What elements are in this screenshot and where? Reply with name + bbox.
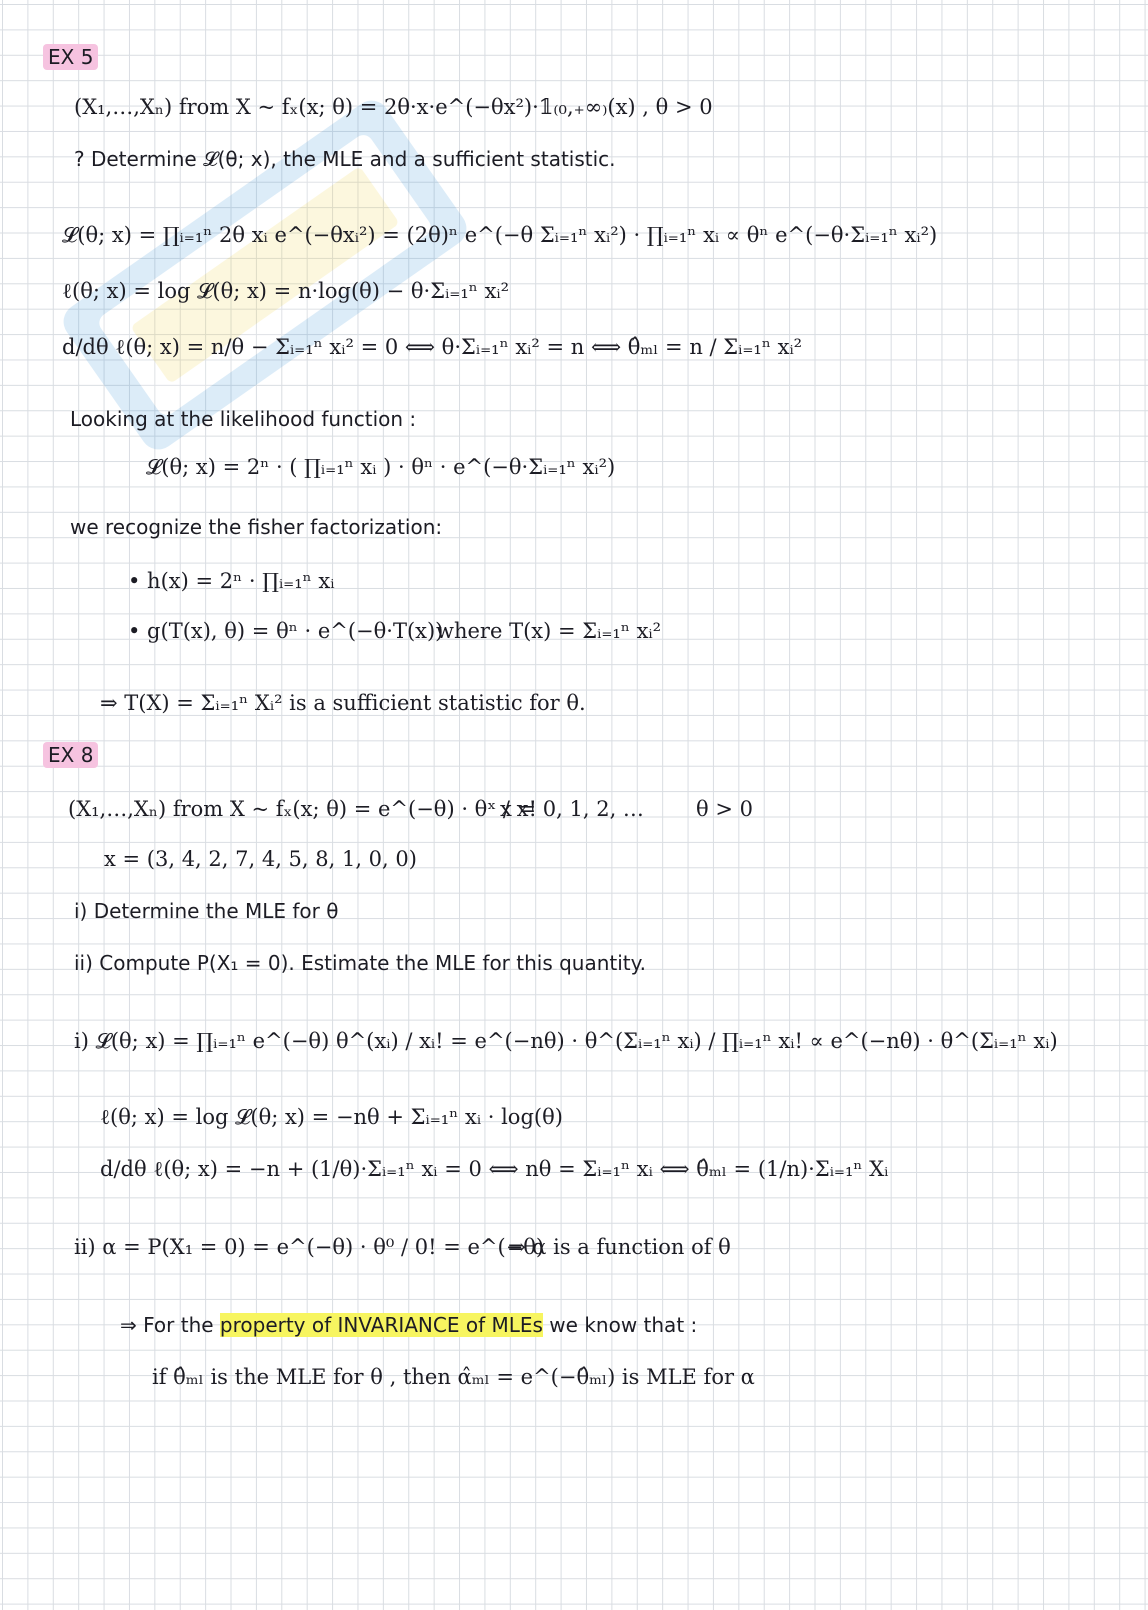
ex5-likelihood: 𝓛(θ; x) = ∏ᵢ₌₁ⁿ 2θ xᵢ e^(−θxᵢ²) = (2θ)ⁿ e^(−θ Σᵢ₌₁ⁿ xᵢ²) · ∏ᵢ₌₁ⁿ xᵢ ∝ θⁿ e^(−θ·Σᵢ₌₁ⁿ xᵢ²) xyxy=(62,223,938,247)
ex8-support: x = 0, 1, 2, … xyxy=(500,797,644,821)
ex5-tag: EX 5 xyxy=(43,44,98,70)
ex5-looking: Looking at the likelihood function : xyxy=(70,407,417,431)
ex8-loglik: ℓ(θ; x) = log 𝓛(θ; x) = −nθ + Σᵢ₌₁ⁿ xᵢ · log(θ) xyxy=(100,1105,563,1129)
ex8-tag: EX 8 xyxy=(43,742,98,768)
ex8-param: θ > 0 xyxy=(696,797,753,821)
ex8-final: if θ̂ₘₗ is the MLE for θ , then α̂ₘₗ = e^(−θ̂ₘₗ) is MLE for α xyxy=(152,1365,755,1389)
ex8-q1: i) Determine the MLE for θ xyxy=(74,899,339,923)
ex5-where: where T(x) = Σᵢ₌₁ⁿ xᵢ² xyxy=(436,619,662,643)
ex5-loglik: ℓ(θ; x) = log 𝓛(θ; x) = n·log(θ) − θ·Σᵢ₌₁ⁿ xᵢ² xyxy=(62,279,510,303)
ex8-a1: i) 𝓛(θ; x) = ∏ᵢ₌₁ⁿ e^(−θ) θ^(xᵢ) / xᵢ! = e^(−nθ) · θ^(Σᵢ₌₁ⁿ xᵢ) / ∏ᵢ₌₁ⁿ xᵢ! ∝ e^(−nθ) · θ^(Σᵢ₌₁ⁿ xᵢ) xyxy=(74,1029,1058,1053)
ex8-property xyxy=(120,1314,697,1336)
ex5-likelihood2: 𝓛(θ; x) = 2ⁿ · ( ∏ᵢ₌₁ⁿ xᵢ ) · θⁿ · e^(−θ·Σᵢ₌₁ⁿ xᵢ²) xyxy=(146,455,616,479)
ex8-score: d/dθ ℓ(θ; x) = −n + (1/θ)·Σᵢ₌₁ⁿ xᵢ = 0 ⟺ nθ = Σᵢ₌₁ⁿ xᵢ ⟺ θ̂ₘₗ = (1/n)·Σᵢ₌₁ⁿ Xᵢ xyxy=(100,1157,889,1181)
ex5-conclusion: ⇒ T(X) = Σᵢ₌₁ⁿ Xᵢ² is a sufficient statistic for θ. xyxy=(100,691,586,715)
ex8-q2: ii) Compute P(X₁ = 0). Estimate the MLE for this quantity. xyxy=(74,951,646,975)
ex5-recognize: we recognize the fisher factorization: xyxy=(70,515,443,539)
ex5-h: • h(x) = 2ⁿ · ∏ᵢ₌₁ⁿ xᵢ xyxy=(128,569,335,593)
ex8-a2b: ⇒ α is a function of θ xyxy=(508,1235,731,1259)
ex5-g: • g(T(x), θ) = θⁿ · e^(−θ·T(x)) xyxy=(128,619,444,643)
ex5-model: (X₁,…,Xₙ) from X ~ fₓ(x; θ) = 2θ·x·e^(−θx²)·𝟙₍₀,₊∞₎(x) , θ > 0 xyxy=(74,95,713,119)
ex5-question: ? Determine 𝓛(θ; x), the MLE and a sufficient statistic. xyxy=(74,147,616,171)
ex8-prop-highlight: property of INVARIANCE of MLEs xyxy=(219,1313,543,1337)
ex8-sample: x = (3, 4, 2, 7, 4, 5, 8, 1, 0, 0) xyxy=(104,847,417,871)
ex8-prop-post: we know that : xyxy=(542,1313,698,1337)
ex8-prop-pre: ⇒ For the xyxy=(120,1313,220,1337)
ex8-a2: ii) α = P(X₁ = 0) = e^(−θ) · θ⁰ / 0! = e^(−θ) xyxy=(74,1235,545,1259)
ex5-score: d/dθ ℓ(θ; x) = n/θ − Σᵢ₌₁ⁿ xᵢ² = 0 ⟺ θ·Σᵢ₌₁ⁿ xᵢ² = n ⟺ θ̂ₘₗ = n / Σᵢ₌₁ⁿ xᵢ² xyxy=(62,335,803,359)
ex8-model: (X₁,…,Xₙ) from X ~ fₓ(x; θ) = e^(−θ) · θˣ / x! xyxy=(68,797,537,821)
